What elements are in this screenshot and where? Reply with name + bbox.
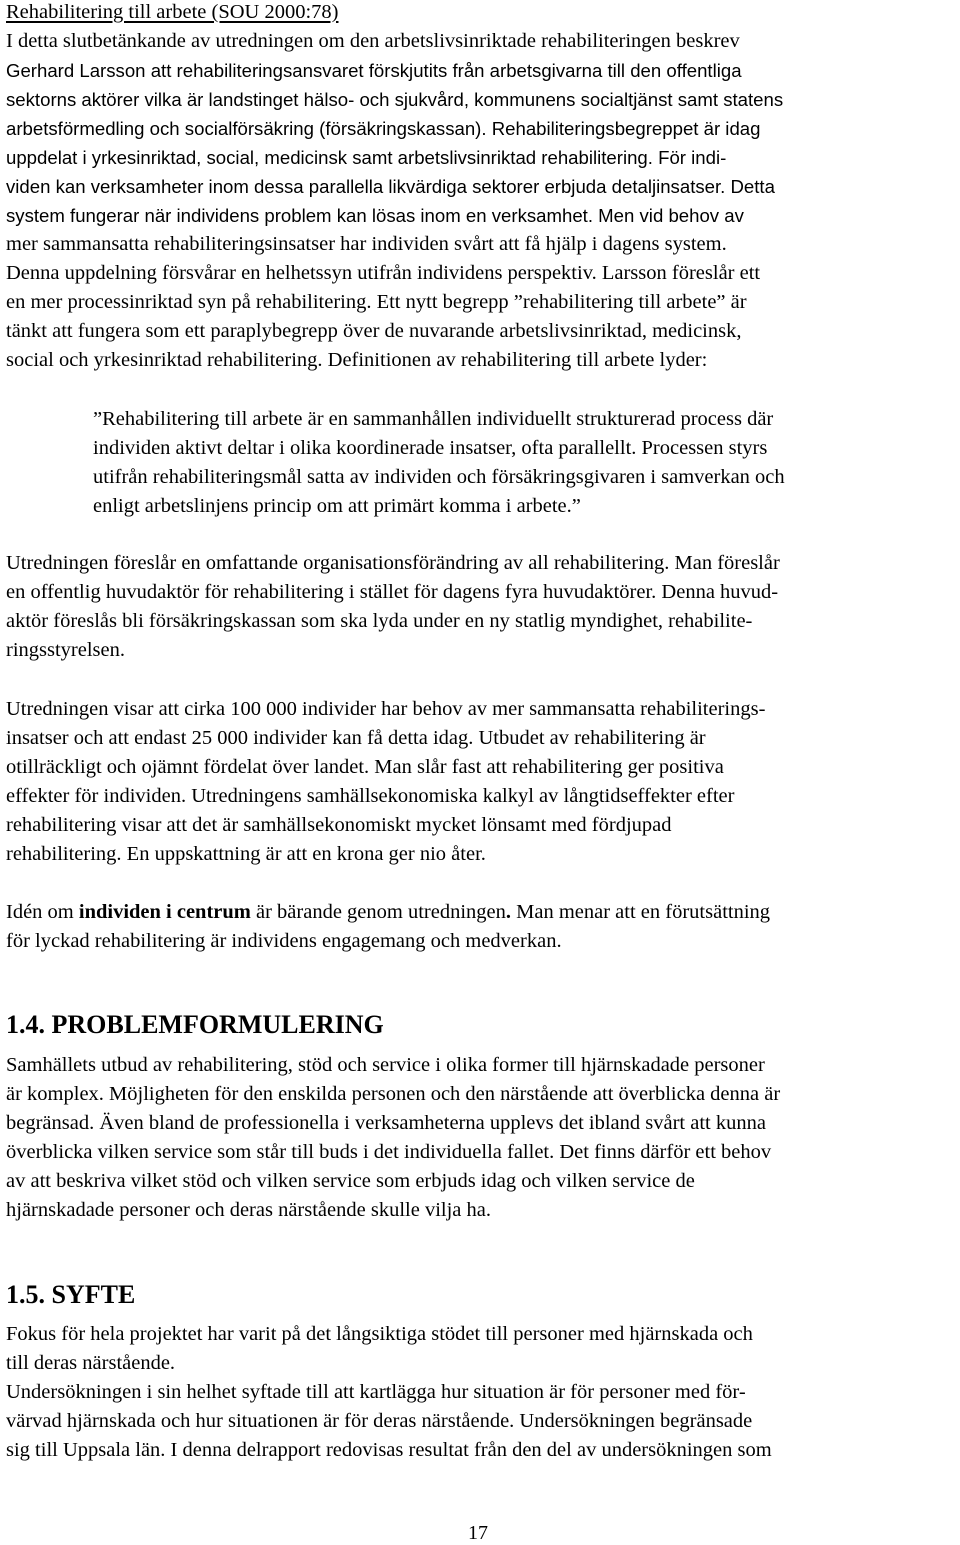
- paragraph-line: till deras närstående.: [6, 1352, 176, 1374]
- emphasis-text: .: [505, 901, 512, 923]
- intro-line: mer sammansatta rehabiliteringsinsatser har individen svårt att få hjälp i dagens system.: [6, 233, 727, 255]
- paragraph-line: Utredningen visar att cirka 100 000 individer har behov av mer sammansatta rehabiliterings-: [6, 698, 766, 720]
- text-run: är bärande genom utredningen: [250, 901, 506, 923]
- paragraph-line: rehabilitering visar att det är samhällsekonomiskt mycket lönsamt med fördjupad: [6, 814, 672, 836]
- paragraph-line: Undersökningen i sin helhet syftade till att kartlägga hur situation är för personer med för-: [6, 1381, 746, 1403]
- paragraph-line: effekter för individen. Utredningens samhällsekonomiska kalkyl av långtidseffekter efter: [6, 785, 735, 807]
- paragraph-line: insatser och att endast 25 000 individer kan få detta idag. Utbudet av rehabilitering är: [6, 727, 706, 749]
- paragraph-line: sig till Uppsala län. I denna delrapport redovisas resultat från den del av undersökningen som: [6, 1439, 772, 1461]
- intro-line: Denna uppdelning försvårar en helhetssyn utifrån individens perspektiv. Larsson föreslår ett: [6, 262, 761, 284]
- paragraph-line: en offentlig huvudaktör för rehabilitering i stället för dagens fyra huvudaktörer. Denna huvud-: [6, 581, 779, 603]
- quote-line: utifrån rehabiliteringsmål satta av individen och försäkringsgivaren i samverkan och: [93, 466, 785, 488]
- paragraph-line: otillräckligt och ojämnt fördelat över landet. Man slår fast att rehabilitering ger positiva: [6, 756, 724, 778]
- intro-line: uppdelat i yrkesinriktad, social, medicinsk samt arbetslivsinriktad rehabilitering. För indi-: [6, 147, 727, 168]
- paragraph-line: aktör föreslås bli försäkringskassan som ska lyda under en ny statlig myndighet, rehabilite-: [6, 610, 753, 632]
- intro-line: en mer processinriktad syn på rehabilitering. Ett nytt begrepp ”rehabilitering till arbete” är: [6, 291, 747, 313]
- intro-line: social och yrkesinriktad rehabilitering. Definitionen av rehabilitering till arbete lyder:: [6, 349, 708, 371]
- page-number: 17: [468, 1522, 488, 1544]
- intro-line: I detta slutbetänkande av utredningen om den arbetslivsinriktade rehabiliteringen beskrev: [6, 30, 740, 52]
- quote-line: ”Rehabilitering till arbete är en sammanhållen individuellt strukturerad process där: [93, 408, 774, 430]
- intro-title: Rehabilitering till arbete (SOU 2000:78): [6, 1, 339, 23]
- paragraph-line: rehabilitering. En uppskattning är att en krona ger nio åter.: [6, 843, 486, 865]
- paragraph-line: Fokus för hela projektet har varit på det långsiktiga stödet till personer med hjärnskada och: [6, 1323, 753, 1345]
- paragraph-line: värvad hjärnskada och hur situationen är för deras närstående. Undersökningen begränsade: [6, 1410, 753, 1432]
- text-run: Man menar att en förutsättning: [511, 901, 771, 923]
- paragraph-line: Samhällets utbud av rehabilitering, stöd och service i olika former till hjärnskadade personer: [6, 1054, 765, 1076]
- quote-line: enligt arbetslinjens princip om att primärt komma i arbete.”: [93, 495, 581, 517]
- intro-line: sektorns aktörer vilka är landstinget hälso- och sjukvård, kommunens socialtjänst samt statens: [6, 89, 784, 110]
- intro-line: Gerhard Larsson att rehabiliteringsansvaret förskjutits från arbetsgivarna till den offentliga: [6, 60, 742, 81]
- paragraph-line: för lyckad rehabilitering är individens engagemang och medverkan.: [6, 930, 562, 952]
- section-heading-syfte: 1.5. SYFTE: [6, 1280, 136, 1309]
- paragraph-line: begränsad. Även bland de professionella i verksamheterna upplevs det ibland svårt att kunna: [6, 1112, 766, 1134]
- intro-line: viden kan verksamheter inom dessa parallella likvärdiga sektorer erbjuda detaljinsatser. Detta: [6, 176, 775, 197]
- intro-line: tänkt att fungera som ett paraplybegrepp över de nuvarande arbetslivsinriktad, medicinsk,: [6, 320, 742, 342]
- paragraph-line: [6, 898, 770, 927]
- paragraph-line: ringsstyrelsen.: [6, 639, 125, 661]
- text-run: Idén om: [6, 901, 79, 923]
- emphasis-text: individen i centrum: [78, 901, 251, 923]
- intro-line: arbetsförmedling och socialförsäkring (försäkringskassan). Rehabiliteringsbegreppet är idag: [6, 118, 761, 139]
- intro-line: system fungerar när individens problem kan lösas inom en verksamhet. Men vid behov av: [6, 205, 744, 226]
- paragraph-line: hjärnskadade personer och deras närstående skulle vilja ha.: [6, 1199, 491, 1221]
- paragraph-line: är komplex. Möjligheten för den enskilda personen och den närstående att överblicka denna är: [6, 1083, 781, 1105]
- paragraph-line: av att beskriva vilket stöd och vilken service som erbjuds idag och vilken service de: [6, 1170, 695, 1192]
- section-heading-problemformulering: 1.4. PROBLEMFORMULERING: [6, 1010, 384, 1039]
- paragraph-line: Utredningen föreslår en omfattande organisationsförändring av all rehabilitering. Man föreslår: [6, 552, 780, 574]
- paragraph-line: överblicka vilken service som står till buds i det individuella fallet. Det finns därför ett behov: [6, 1141, 772, 1163]
- quote-line: individen aktivt deltar i olika koordinerade insatser, ofta parallellt. Processen styrs: [93, 437, 768, 459]
